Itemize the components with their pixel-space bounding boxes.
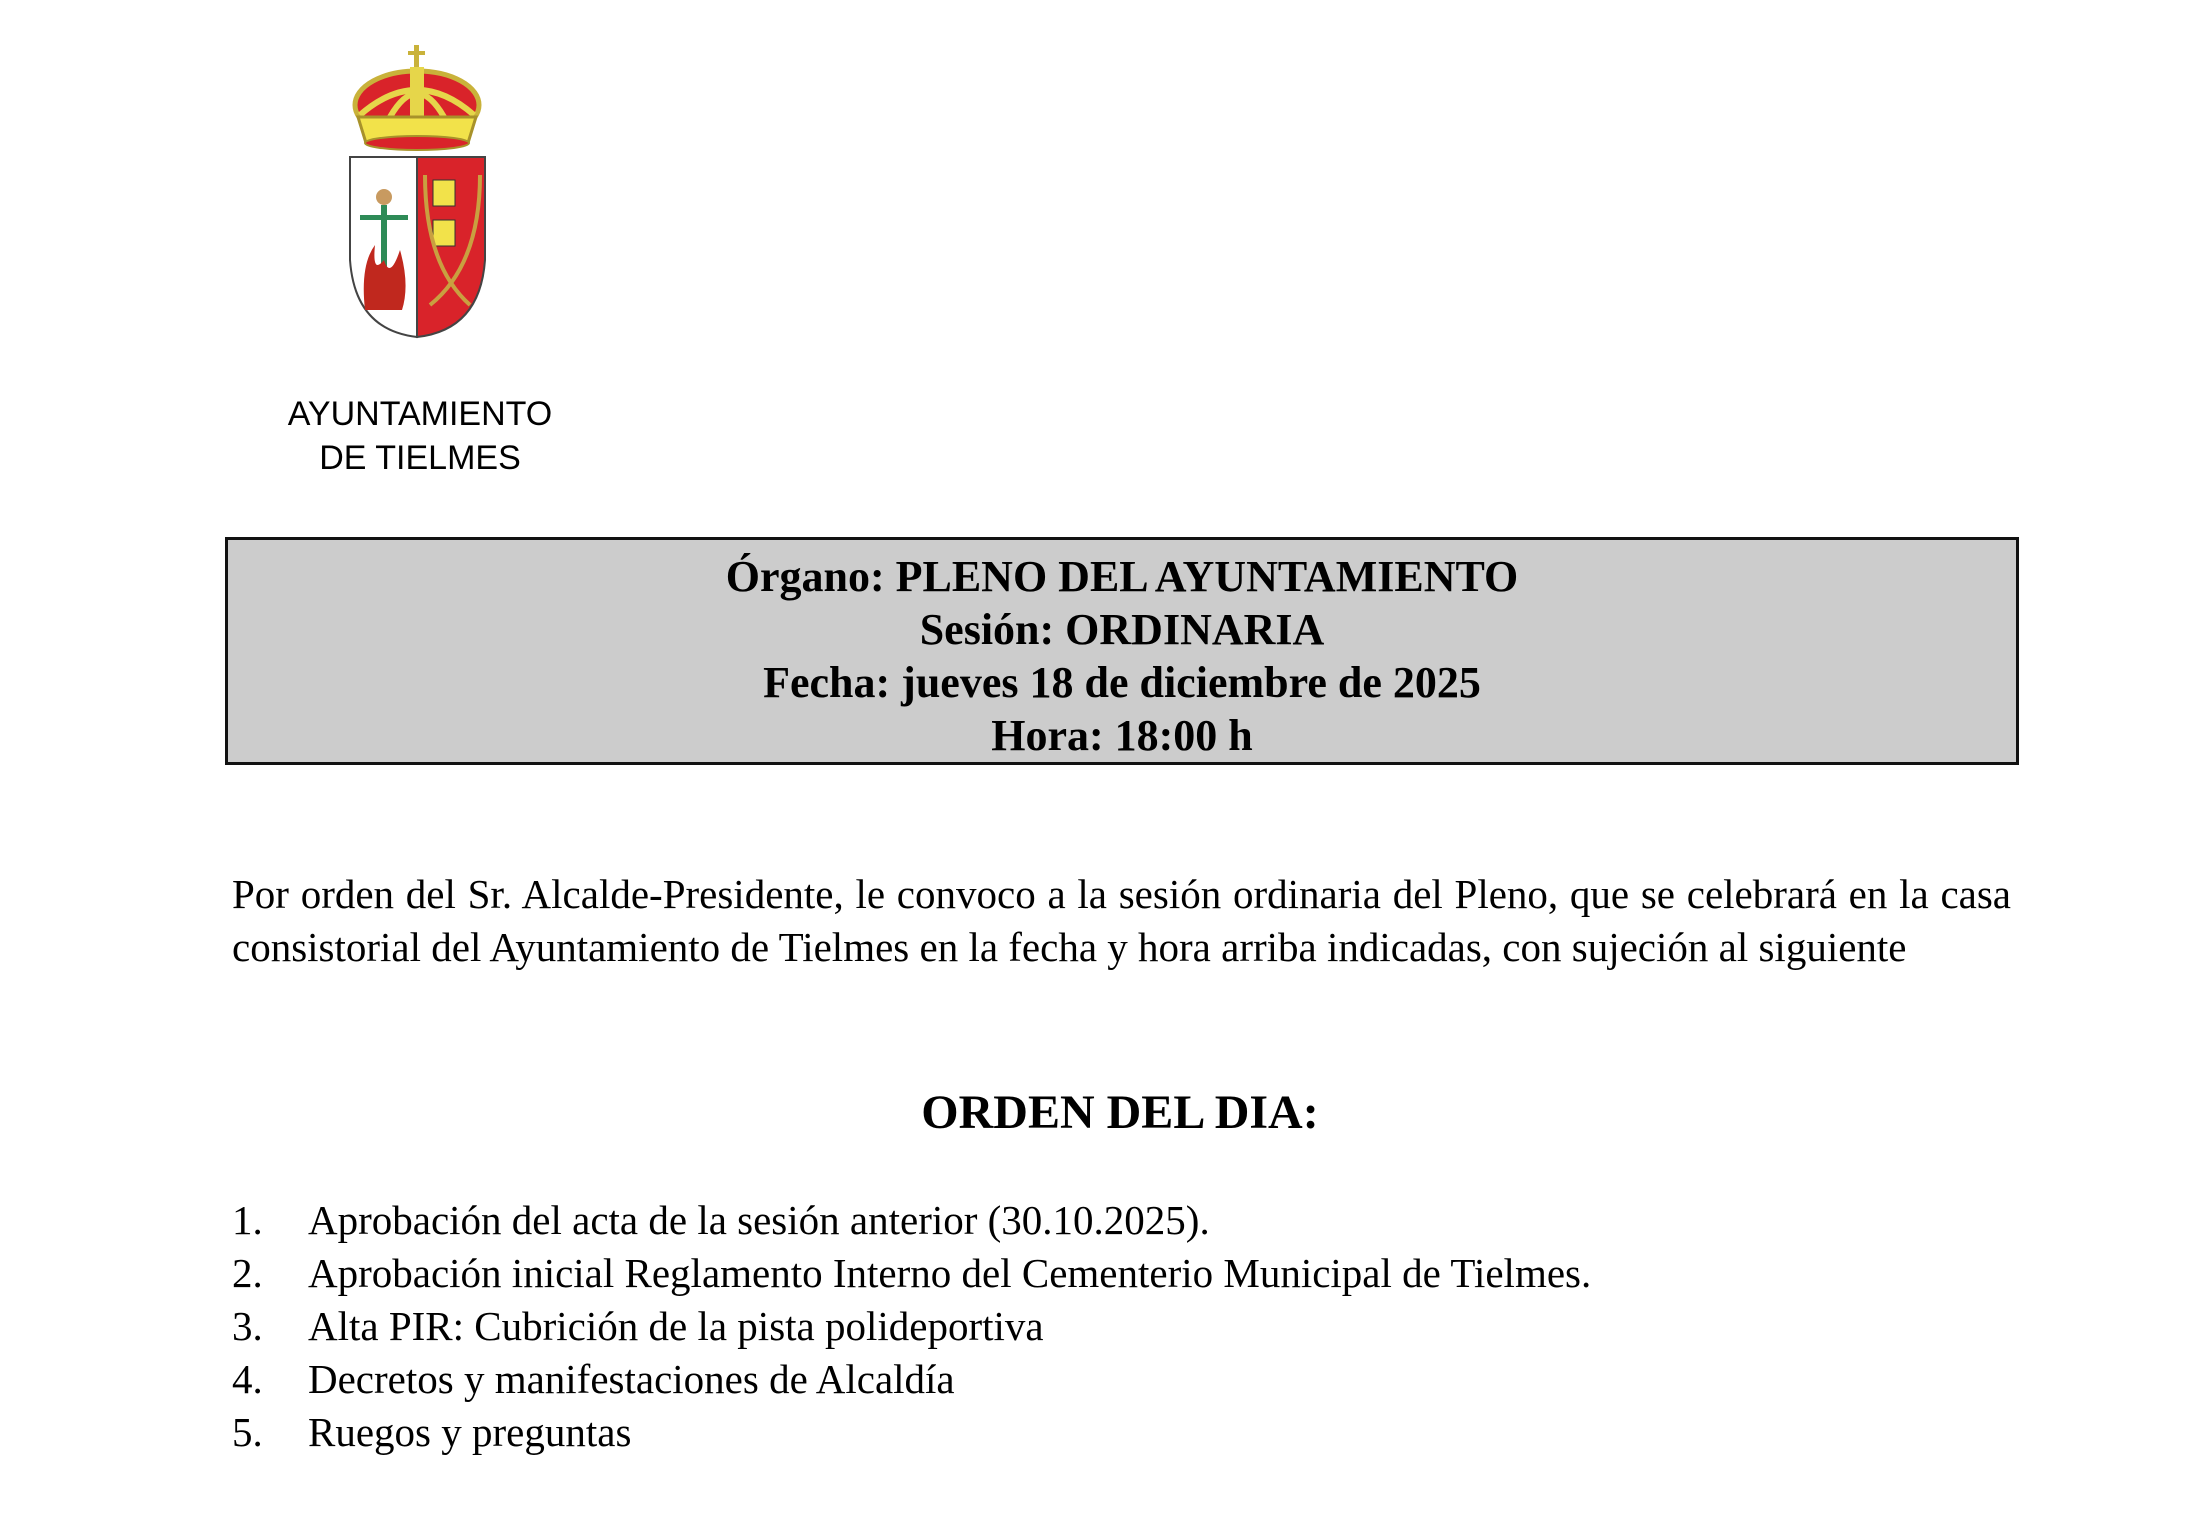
session-type: Sesión: ORDINARIA [919, 605, 1325, 654]
agenda-item [232, 1300, 1591, 1353]
agenda-item-text: Aprobación inicial Reglamento Interno del Cementerio Municipal de Tielmes. [308, 1250, 1592, 1296]
session-date: Fecha: jueves 18 de diciembre de 2025 [763, 658, 1481, 707]
session-time: Hora: 18:00 h [991, 711, 1253, 760]
agenda-item-number: 4. [232, 1356, 263, 1402]
agenda-item-text: Ruegos y preguntas [308, 1409, 632, 1455]
agenda-list [232, 1194, 1591, 1459]
agenda-title: ORDEN DEL DIA: [921, 1086, 1319, 1139]
agenda-item-text: Alta PIR: Cubrición de la pista polideportiva [308, 1303, 1044, 1349]
agenda-item-number: 2. [232, 1250, 263, 1296]
agenda-item-text: Decretos y manifestaciones de Alcaldía [308, 1356, 955, 1402]
session-info-box [225, 537, 2019, 765]
agenda-item-number: 5. [232, 1409, 263, 1455]
organization-name [250, 392, 590, 480]
agenda-item [232, 1194, 1591, 1247]
session-organo: Órgano: PLENO DEL AYUNTAMIENTO [725, 552, 1519, 601]
agenda-item-number: 1. [232, 1197, 263, 1243]
agenda-item [232, 1406, 1591, 1459]
organization-line-2: DE TIELMES [319, 439, 521, 477]
crown-icon [355, 45, 479, 150]
organization-line-1: AYUNTAMIENTO [287, 395, 553, 433]
coat-of-arms-logo [330, 45, 505, 345]
agenda-item-text: Aprobación del acta de la sesión anterior (30.10.2025). [308, 1197, 1210, 1243]
shield-icon [350, 157, 485, 337]
convocation-paragraph: Por orden del Sr. Alcalde-Presidente, le convoco a la sesión ordinaria del Pleno, que se celebrará en la casa consistorial del Ayuntamiento de Tielmes en la fecha y hora arriba indicadas, con sujeción al siguiente [232, 871, 2011, 970]
agenda-item [232, 1247, 1591, 1300]
agenda-item [232, 1353, 1591, 1406]
agenda-item-number: 3. [232, 1303, 263, 1349]
